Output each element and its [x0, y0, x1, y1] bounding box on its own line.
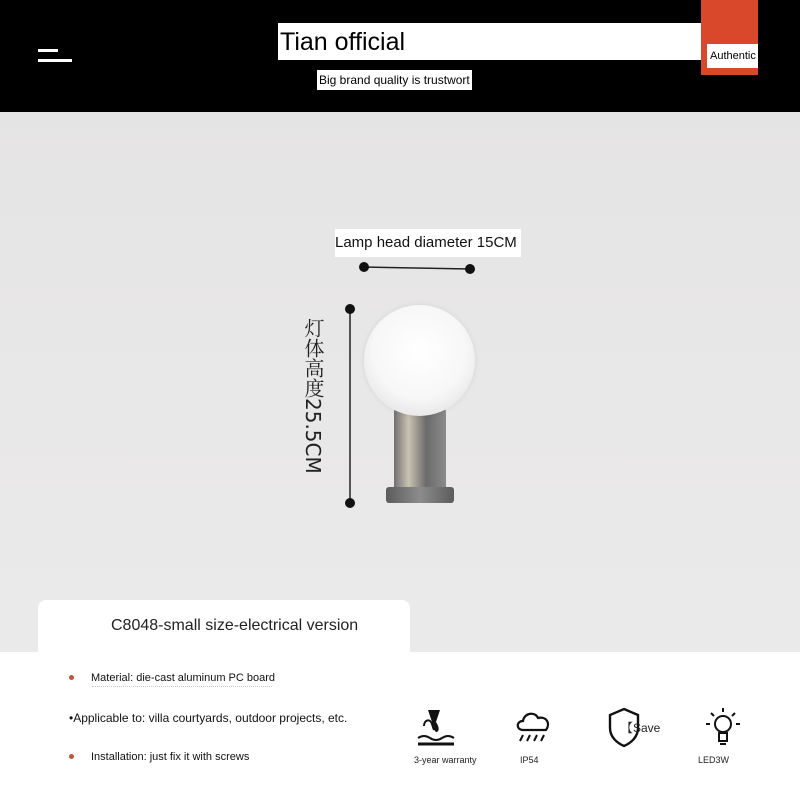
- diameter-line: [364, 267, 470, 269]
- spec-material: Material: die-cast aluminum PC board: [91, 672, 276, 684]
- feature-label-led: LED3W: [698, 755, 730, 765]
- diameter-label: Lamp head diameter 15CM: [335, 234, 517, 251]
- feature-label-save: 【Save: [621, 721, 661, 735]
- bullet-dot: [69, 675, 74, 680]
- model-name: C8048-small size-electrical version: [111, 617, 359, 634]
- height-label: 灯体高度25.5CM: [301, 318, 325, 474]
- lamp-globe: [364, 305, 475, 416]
- feature-label-warranty: 3-year warranty: [414, 755, 477, 765]
- diameter-start-dot: [359, 262, 369, 272]
- height-bottom-dot: [345, 498, 355, 508]
- waterproof-hand-icon: [414, 706, 456, 748]
- lamp-base: [386, 487, 454, 503]
- diameter-end-dot: [465, 264, 475, 274]
- height-top-dot: [345, 304, 355, 314]
- feature-label-ip54: IP54: [520, 755, 539, 765]
- diameter-label-box: [335, 229, 521, 257]
- model-card: [38, 600, 410, 660]
- rain-cloud-icon: [513, 708, 555, 744]
- ghost-text-line: [92, 686, 272, 691]
- store-subtitle: Big brand quality is trustwort: [319, 73, 470, 87]
- lightbulb-icon: [703, 706, 743, 748]
- bullet-dot: [69, 754, 74, 759]
- lamp-post: [394, 408, 446, 492]
- authentic-badge-label: Authentic: [710, 50, 756, 62]
- store-title: Tian official: [280, 28, 406, 56]
- spec-installation: Installation: just fix it with screws: [91, 751, 250, 763]
- lamp-image: [360, 300, 480, 510]
- spec-applicable: •Applicable to: villa courtyards, outdoor projects, etc.: [69, 711, 348, 725]
